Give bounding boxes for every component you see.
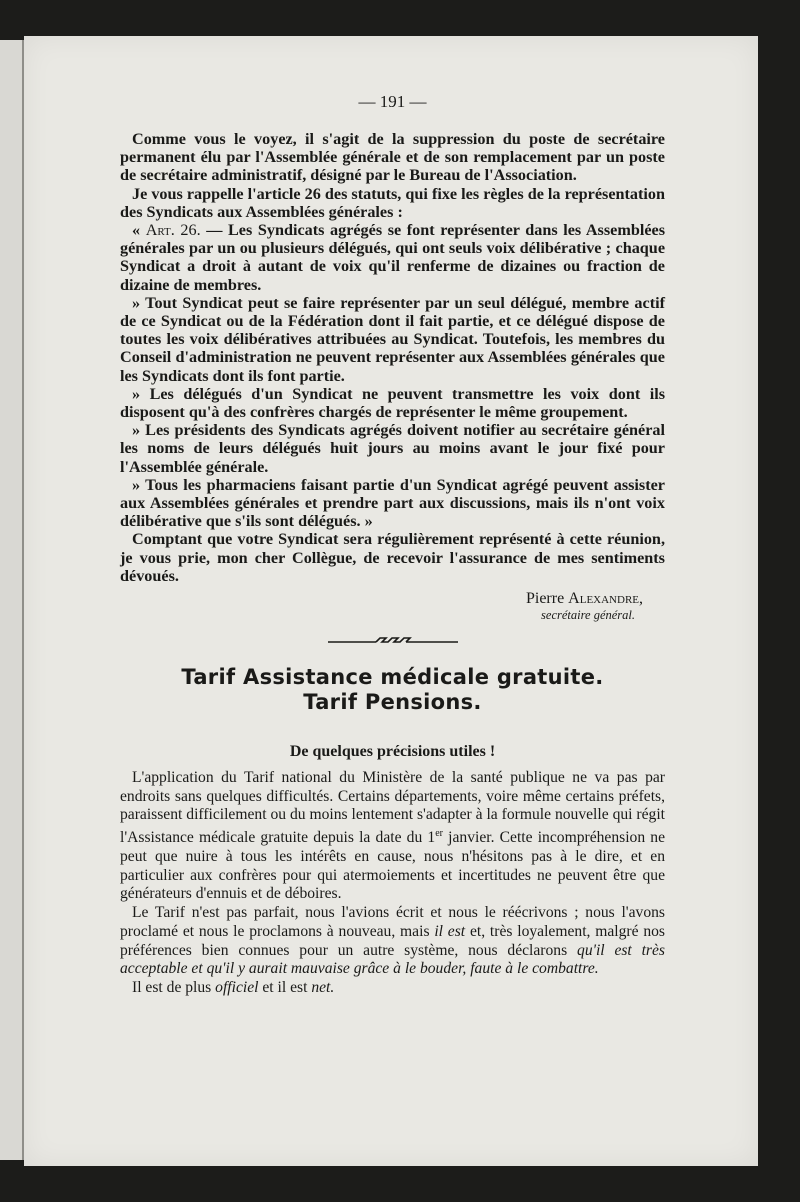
document-page [24,36,758,1166]
divider-ornament-icon [328,636,458,646]
letter-paragraph-6: » Les présidents des Syndicats agrégés doivent notifier au secrétaire général les noms de leurs délégués huit jours au moins avant le jour fixé pour l'Assemblée générale. [120,421,665,476]
signature-name: Pierre Alexandre, [525,590,643,608]
section-paragraph-3: Il est de plus officiel et il est net. [132,979,335,996]
signature-block [120,589,665,623]
section-paragraph-1: L'application du Tarif national du Ministère de la santé publique ne va pas par endroits sans quelques difficultés. Certains départements, voire même certains préfets, paraissent difficilement ou du moins lentement s'adapter à la formule nouvelle qui régit l'Assistance médicale gratuite depuis la date du 1er janvier. Cette incompréhension ne peut que nuire à tous les intérêts en cause, nous n'hésitons pas à le dire, et en particulier aux confrères pour qui atermoiements et incertitudes ne peuvent être que générateurs d'ennuis et de déboires. [120,769,666,903]
page-content [120,92,665,998]
section-subtitle: De quelques précisions utiles ! [289,743,496,761]
letter-paragraph-2: Je vous rappelle l'article 26 des statuts, qui fixe les règles de la représentation des Syndicats aux Assemblées générales : [120,184,665,221]
letter-paragraph-1: Comme vous le voyez, il s'agit de la suppression du poste de secrétaire permanent élu par l'Assemblée générale et de son remplacement par un poste de secrétaire administratif, désigné par le Bureau de l'Association. [120,130,665,185]
letter-paragraph-7: » Tous les pharmaciens faisant partie d'un Syndicat agrégé peuvent assister aux Assemblées générales et prendre part aux discussions, mais ils n'ont voix délibérative que s'ils sont délégués. » [120,475,665,531]
section-paragraph-2: Le Tarif n'est pas parfait, nous l'avions écrit et nous le réécrivons ; nous l'avons proclamé et nous le proclamons à nouveau, mais il est et, très loyalement, malgré nos préférences bien connues pour un autre système, nous déclarons qu'il est très acceptable et qu'il y aurait mauvaise grâce à le bouder, faute à le combattre. [120,904,666,978]
letter-paragraph-8: Comptant que votre Syndicat sera régulièrement représenté à cette réunion, je vous prie, mon cher Collègue, de recevoir l'assurance de mes sentiments dévoués. [120,530,665,585]
letter-paragraph-5: » Les délégués d'un Syndicat ne peuvent transmettre les voix dont ils disposent qu'à des confrères chargés de représenter le même groupement. [120,384,665,422]
letter-paragraph-article [120,221,665,294]
quote-open: « [132,221,146,240]
article-reference: Art. 26. [145,221,201,240]
previous-page-edge [0,40,24,1160]
section-body [120,769,665,998]
signature-title: secrétaire général. [541,608,635,623]
section-title-line-2: Tarif Pensions. [303,690,482,715]
letter-body [120,130,665,585]
section-title [120,665,665,715]
article-text: — Les Syndicats agrégés se font représenter dans les Assemblées générales par un ou plusieurs délégués, qui ont seuls voix délibérative ; chaque Syndicat a droit à autant de voix qu'il renferme de dizaines ou fraction de dizaine de membres. [120,221,665,294]
page-number: — 191 — [358,92,427,111]
section-title-line-1: Tarif Assistance médicale gratuite. [181,665,604,690]
section-divider-ornament [120,633,665,651]
letter-paragraph-4: » Tout Syndicat peut se faire représenter par un seul délégué, membre actif de ce Syndicat ou de la Fédération dont il fait partie, et ce délégué dispose de toutes les voix délibératives attribuées au Syndicat. Toutefois, les membres du Conseil d'administration ne peuvent représenter aux Assemblées générales que les Syndicats dont ils font partie. [120,293,665,385]
